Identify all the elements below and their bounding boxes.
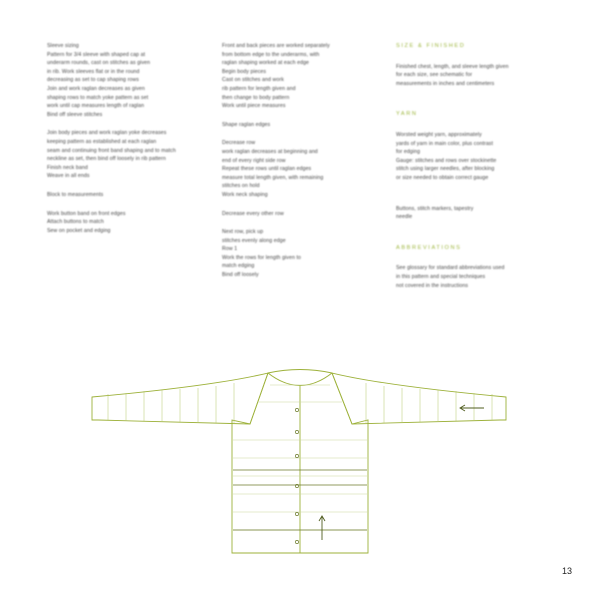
section-heading: SIZE & FINISHED (396, 43, 466, 49)
body-text-line: needle (396, 214, 413, 221)
body-text-line: measurements in inches and centimeters (396, 80, 495, 87)
text-block (396, 244, 546, 290)
body-text-line: rib pattern for length given and (222, 85, 296, 92)
body-text-line: stitches on hold (222, 183, 260, 190)
text-block (222, 210, 362, 219)
body-text-line: Work button band on front edges (47, 210, 126, 217)
body-text-line: then change to body pattern (222, 94, 290, 101)
body-text-line: Finished chest, length, and sleeve length given (396, 63, 509, 70)
body-text-line: Attach buttons to match (47, 219, 104, 226)
text-block (47, 191, 197, 200)
body-stripes (233, 385, 367, 530)
body-outline (232, 370, 368, 554)
body-text-line: Join body pieces and work raglan yoke decreases (47, 130, 167, 137)
body-text-line: Bind off loosely (222, 272, 259, 279)
text-column-left (47, 42, 197, 245)
right-sleeve-outline (332, 373, 506, 424)
body-text-line: Row 1 (222, 246, 238, 253)
body-text-line: Sew on pocket and edging (47, 227, 111, 234)
body-text-line: Join and work raglan decreases as given (47, 85, 145, 92)
section-heading: ABBREVIATIONS (396, 244, 462, 251)
body-text-line: See glossary for standard abbreviations used (396, 265, 505, 272)
text-column-middle (222, 42, 362, 290)
body-text-line: stitch using larger needles, after blocking (396, 166, 495, 173)
body-text-line: yards of yarn in main color, plus contrast (396, 140, 494, 147)
body-text-line: Shape raglan edges (222, 121, 271, 128)
body-text-line: end of every right side row (222, 157, 286, 164)
body-text-line: Next row, pick up (222, 229, 264, 236)
body-text-line: Finish neck band (47, 164, 88, 171)
body-text-line: Repeat these rows until raglan edges (222, 166, 312, 173)
body-text-line: Buttons, stitch markers, tapestry (396, 205, 474, 212)
body-text-line: Weave in all ends (47, 173, 90, 180)
body-text-line: for edging (396, 149, 421, 156)
body-text-line: Sleeve sizing (47, 43, 79, 49)
body-text-line: for each size, see schematic for (396, 72, 473, 79)
body-text-line: Front and back pieces are worked separately (222, 43, 330, 49)
body-text-line: work raglan decreases at beginning and (222, 148, 318, 155)
body-text-line: from bottom edge to the underarms, with (222, 51, 320, 58)
text-block (47, 42, 197, 119)
body-text-line: underarm rounds, cast on stitches as given (47, 60, 151, 67)
body-text-line: keeping pattern as established at each raglan (47, 138, 157, 145)
text-block (222, 228, 362, 280)
body-text-line: work until cap measures length of raglan (47, 103, 145, 110)
text-block (396, 42, 546, 88)
text-column-right (396, 42, 546, 312)
text-block (396, 205, 546, 222)
body-text-line: Work neck shaping (222, 191, 268, 198)
body-text-line: Decrease row (222, 140, 256, 147)
section-heading: YARN (396, 111, 418, 118)
page-number: 13 (562, 566, 573, 576)
sleeve-rib-lines (108, 383, 492, 424)
body-text-line: in this pattern and special techniques (396, 273, 486, 280)
body-text-line: Cast on stitches and work (222, 77, 284, 84)
body-text-line: Worsted weight yarn, approximately (396, 131, 482, 138)
body-text-line: neckline as set, then bind off loosely in rib pattern (47, 156, 166, 163)
body-text-line: in rib. Work sleeves flat or in the round (47, 68, 140, 75)
left-sleeve-outline (92, 373, 268, 424)
body-text-line: Bind off sleeve stitches (47, 111, 103, 118)
body-text-line: Block to measurements (47, 191, 104, 198)
body-text-line: raglan shaping worked at each edge (222, 60, 310, 67)
body-text-line: Gauge: stitches and rows over stockinette (396, 157, 497, 164)
button-markers (295, 408, 298, 543)
body-text-line: Work until piece measures (222, 103, 286, 110)
text-block (47, 210, 197, 236)
body-text-line: seam and continuing front band shaping and to match (47, 147, 176, 154)
body-text-line: Decrease every other row (222, 210, 284, 217)
text-block (222, 121, 362, 130)
body-text-line: shaping rows to match yoke pattern as set (47, 94, 149, 101)
body-text-line: Begin body pieces (222, 68, 267, 75)
body-text-line: or size needed to obtain correct gauge (396, 174, 489, 181)
text-block (396, 110, 546, 182)
text-block (222, 139, 362, 199)
body-text-line: match edging (222, 263, 255, 270)
body-text-line: Pattern for 3/4 sleeve with shaped cap at (47, 51, 146, 58)
body-text-line: Work the rows for length given to (222, 254, 302, 261)
text-block (222, 42, 362, 111)
body-text-line: not covered in the instructions (396, 282, 469, 289)
body-text-line: measure total length given, with remaining (222, 174, 324, 181)
body-text-line: stitches evenly along edge (222, 237, 286, 244)
text-block (47, 129, 197, 181)
neckline (268, 373, 332, 386)
body-text-line: decreasing as set to cap shaping rows (47, 77, 139, 84)
